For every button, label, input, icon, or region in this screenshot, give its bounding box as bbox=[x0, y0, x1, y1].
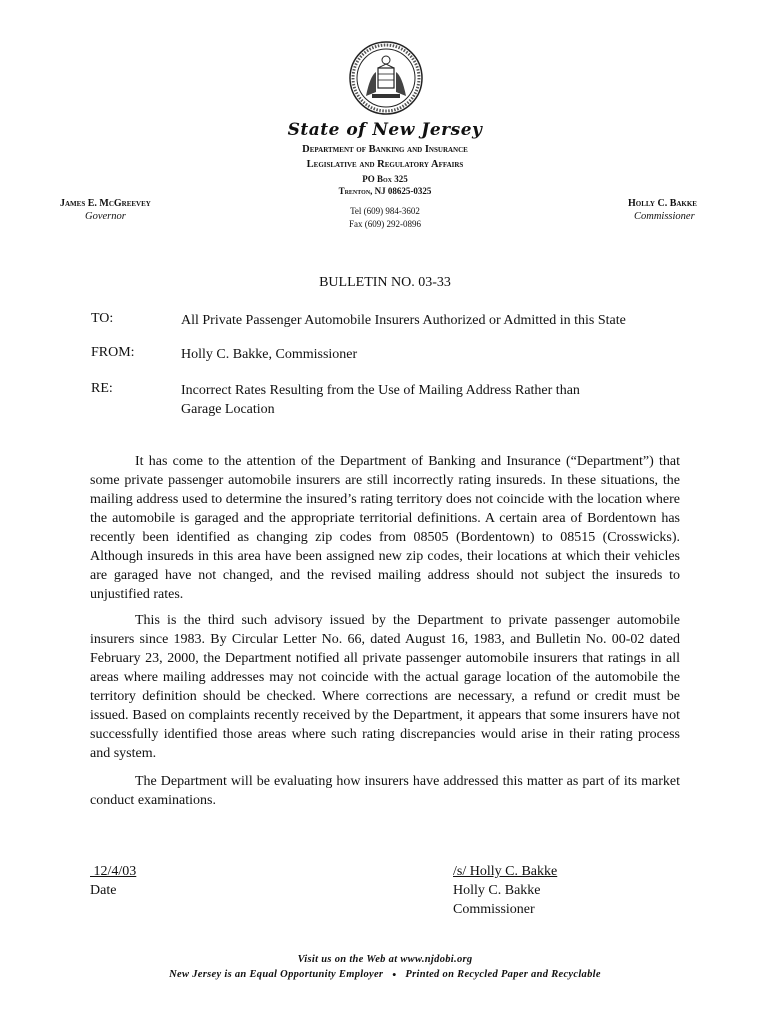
re-value bbox=[181, 381, 681, 419]
city-address: Trenton, NJ 08625-0325 bbox=[338, 186, 432, 196]
fax: Fax (609) 292-0896 bbox=[349, 219, 421, 229]
body-paragraph-3 bbox=[90, 772, 680, 810]
from-value: Holly C. Bakke, Commissioner bbox=[181, 347, 358, 362]
state-title: State of New Jersey bbox=[287, 120, 483, 140]
body-paragraph-1 bbox=[90, 452, 680, 604]
footer-website: Visit us on the Web at www.njdobi.org bbox=[297, 954, 473, 965]
to-label: TO: bbox=[91, 311, 114, 326]
footer-equal-opportunity: New Jersey is an Equal Opportunity Employer bbox=[169, 969, 384, 980]
governor-name: James E. McGreevey bbox=[60, 198, 151, 209]
paragraph-text: This is the third such advisory issued by the Department to private passenger automobile insurers since 1983. By Circular Letter No. 66, dated August 16, 1983, and Bulletin No. 00-02 dated February 23, 2000, the Department notified all private passenger automobile insurers that ratings in all areas where mailing addresses may not coincide with the actual garage location of the automobile the territory definition should be checked. Where corrections are necessary, a refund or credit must be issued. Based on complaints recently received by the Department, it appears that some insurers have not successfully identified those areas where such rating discrepancies would arise in their rating process and system. bbox=[90, 613, 680, 761]
commissioner-name: Holly C. Bakke bbox=[628, 198, 697, 209]
telephone: Tel (609) 984-3602 bbox=[350, 206, 420, 216]
from-label: FROM: bbox=[91, 345, 135, 360]
bullet-icon: ● bbox=[392, 970, 397, 979]
date-value: 12/4/03 bbox=[90, 864, 137, 879]
re-label: RE: bbox=[91, 381, 113, 396]
governor-title: Governor bbox=[85, 211, 126, 222]
bulletin-number: BULLETIN NO. 03-33 bbox=[319, 275, 451, 290]
signer-title: Commissioner bbox=[453, 902, 535, 917]
footer-statement bbox=[0, 969, 770, 980]
signature-block bbox=[453, 862, 557, 919]
commissioner-title: Commissioner bbox=[634, 211, 695, 222]
footer-recycled: Printed on Recycled Paper and Recyclable bbox=[405, 969, 601, 980]
department-name: Department of Banking and Insurance bbox=[302, 144, 468, 155]
division-name: Legislative and Regulatory Affairs bbox=[306, 159, 464, 170]
date-label: Date bbox=[90, 883, 117, 898]
signer-name: Holly C. Bakke bbox=[453, 883, 541, 898]
po-box: PO Box 325 bbox=[362, 174, 408, 184]
paragraph-text: The Department will be evaluating how insurers have addressed this matter as part of its market conduct examinations. bbox=[90, 774, 680, 808]
re-value-line2: Garage Location bbox=[181, 402, 275, 417]
signature-line: /s/ Holly C. Bakke bbox=[453, 864, 558, 879]
body-paragraph-2 bbox=[90, 611, 680, 763]
to-value: All Private Passenger Automobile Insurers Authorized or Admitted in this State bbox=[181, 313, 626, 328]
paragraph-text: It has come to the attention of the Department of Banking and Insurance (“Department”) that some private passenger automobile insurers are still incorrectly rating insureds. In these situations, the mailing address used to determine the insured’s rating territory does not coincide with the location where the automobile is garaged and the appropriate territorial definitions. A certain area of Bordentown has recently been identified as changing zip codes from 08505 (Bordentown) to 08515 (Crosswicks). Although insureds in this area have been assigned new zip codes, their locations at which their vehicles are garaged have not changed, and the revised mailing address should not subject the insureds to unjustified rates. bbox=[90, 454, 680, 602]
state-seal-icon bbox=[348, 40, 424, 116]
re-value-line1: Incorrect Rates Resulting from the Use of Mailing Address Rather than bbox=[181, 383, 580, 398]
date-block bbox=[90, 862, 136, 900]
